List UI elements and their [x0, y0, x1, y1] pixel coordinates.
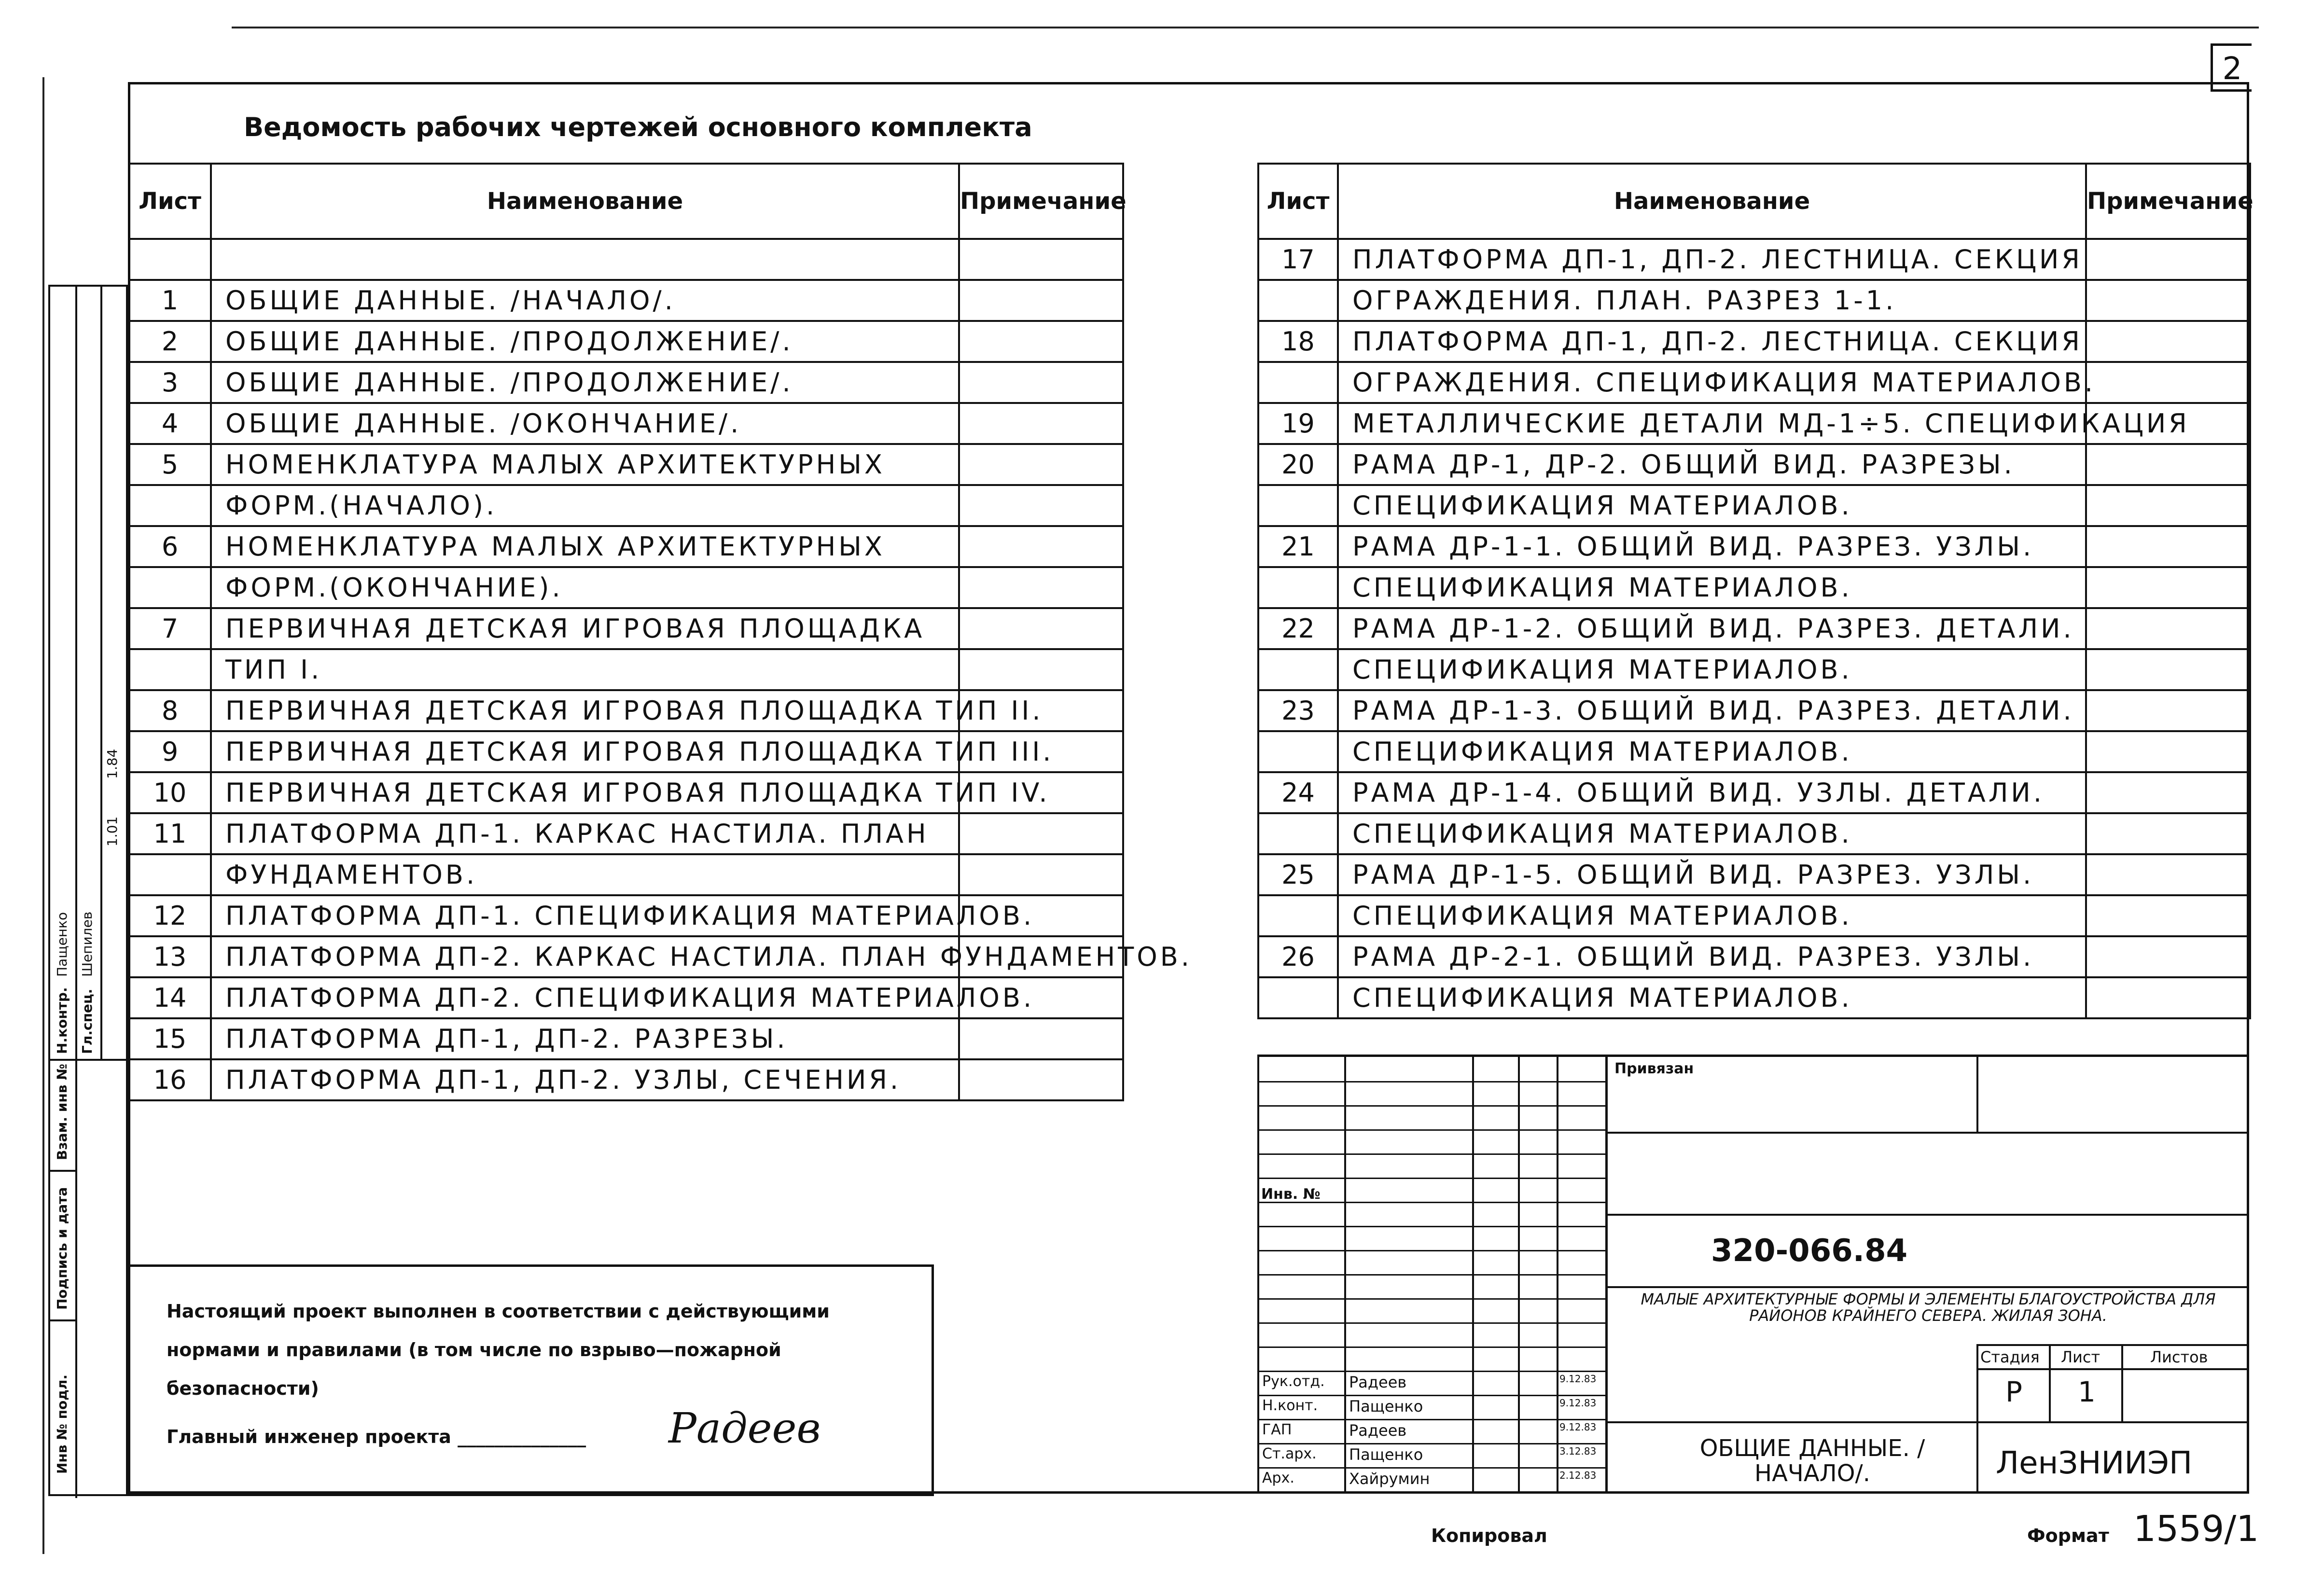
sheet-note-cell — [2086, 362, 2250, 403]
stamp-grid-line — [1257, 1322, 1607, 1324]
table-row — [129, 772, 1123, 813]
project-title: МАЛЫЕ АРХИТЕКТУРНЫЕ ФОРМЫ И ЭЛЕМЕНТЫ БЛАГОУСТРОЙСТВА ДЛЯ РАЙОНОВ КРАЙНЕГО СЕВЕРА. ЖИЛАЯ ЗОНА. — [1641, 1290, 2216, 1325]
sheet-name-cell: СПЕЦИФИКАЦИЯ МАТЕРИАЛОВ. — [1338, 731, 2086, 772]
sheet-name-cell: ПЕРВИЧНАЯ ДЕТСКАЯ ИГРОВАЯ ПЛОЩАДКА — [211, 608, 959, 649]
sheet-no-cell: 6 — [129, 526, 211, 567]
sheets-label: Листов — [2150, 1348, 2208, 1366]
sheet-no-cell: 16 — [129, 1059, 211, 1100]
sheet-no-cell — [129, 649, 211, 690]
stamp-date: 2.12.83 — [1559, 1470, 1597, 1481]
table-row — [129, 854, 1123, 895]
stamp-role: ГАП — [1262, 1421, 1292, 1438]
sheet-note-cell — [2086, 239, 2250, 280]
sheet-no-cell: 2 — [129, 321, 211, 362]
inv-no-label: Инв. № — [1261, 1186, 1321, 1203]
sheet-no-cell — [129, 567, 211, 608]
sheet-note-cell — [959, 649, 1123, 690]
sheet-no-cell — [1258, 895, 1338, 936]
stamp-grid-line — [1257, 1346, 1607, 1348]
note-line-1: Настоящий проект выполнен в соответствии с действующими — [167, 1301, 830, 1322]
table-row — [129, 977, 1123, 1018]
col-name-header: Наименование — [211, 164, 959, 239]
table-row — [129, 444, 1123, 485]
sheet-no-cell — [129, 239, 211, 280]
sheet-no-cell: 19 — [1258, 403, 1338, 444]
document-code: 320-066.84 — [1711, 1233, 1908, 1269]
margin-podpis: Подпись и дата — [54, 1187, 70, 1310]
sheet-note-cell — [2086, 895, 2250, 936]
stamp-grid-line — [1257, 1298, 1607, 1300]
table-row — [129, 731, 1123, 772]
sheet-no-cell: 20 — [1258, 444, 1338, 485]
stamp-person-name: Радеев — [1349, 1373, 1407, 1391]
sheet-name-cell: ПЛАТФОРМА ДП-1. СПЕЦИФИКАЦИЯ МАТЕРИАЛОВ. — [211, 895, 959, 936]
sheet-name-cell: ФОРМ.(НАЧАЛО). — [211, 485, 959, 526]
sheet-name-cell: СПЕЦИФИКАЦИЯ МАТЕРИАЛОВ. — [1338, 485, 2086, 526]
stamp-role: Рук.отд. — [1262, 1373, 1325, 1390]
margin-inv-podl: Инв № подл. — [54, 1374, 70, 1474]
table-row — [129, 813, 1123, 854]
stage-label: Стадия — [1980, 1348, 2040, 1366]
sheet-name-cell: МЕТАЛЛИЧЕСКИЕ ДЕТАЛИ МД-1÷5. СПЕЦИФИКАЦИЯ — [1338, 403, 2086, 444]
sheet-note-cell — [959, 362, 1123, 403]
table-row — [1258, 854, 2250, 895]
sheet-name-cell: ПЛАТФОРМА ДП-1, ДП-2. РАЗРЕЗЫ. — [211, 1018, 959, 1059]
sheet-name-cell: РАМА ДР-1-1. ОБЩИЙ ВИД. РАЗРЕЗ. УЗЛЫ. — [1338, 526, 2086, 567]
stamp-grid-line — [1257, 1443, 1607, 1444]
sheet-note-cell — [959, 1059, 1123, 1100]
sheet-no-cell: 7 — [129, 608, 211, 649]
sheet-title: ОБЩИЕ ДАННЫЕ. / НАЧАЛО/. — [1699, 1435, 1925, 1487]
sheet-name-cell: РАМА ДР-2-1. ОБЩИЙ ВИД. РАЗРЕЗ. УЗЛЫ. — [1338, 936, 2086, 977]
margin-date2: 1.84 — [104, 749, 120, 779]
sheet-no-cell — [1258, 731, 1338, 772]
stamp-grid-line — [1257, 1153, 1607, 1155]
compliance-note-box — [128, 1264, 934, 1496]
table-row — [129, 567, 1123, 608]
stamp-person-name: Пащенко — [1349, 1445, 1423, 1464]
sheet-name-cell: РАМА ДР-1-4. ОБЩИЙ ВИД. УЗЛЫ. ДЕТАЛИ. — [1338, 772, 2086, 813]
table-row — [129, 895, 1123, 936]
sheet-note-cell — [959, 239, 1123, 280]
sheet-no-cell: 5 — [129, 444, 211, 485]
table-row — [1258, 690, 2250, 731]
table-row — [129, 321, 1123, 362]
sheet-note-cell — [2086, 526, 2250, 567]
left-margin-strip — [48, 285, 128, 1496]
sheet-no-cell — [129, 854, 211, 895]
sheet-name-cell: ПЛАТФОРМА ДП-1, ДП-2. ЛЕСТНИЦА. СЕКЦИЯ — [1338, 239, 2086, 280]
sheet-name-cell: СПЕЦИФИКАЦИЯ МАТЕРИАЛОВ. — [1338, 895, 2086, 936]
sheet-name-cell: ПЕРВИЧНАЯ ДЕТСКАЯ ИГРОВАЯ ПЛОЩАДКА ТИП III. — [211, 731, 959, 772]
table-row — [129, 608, 1123, 649]
col-sheet-header: Лист — [1258, 164, 1338, 239]
stamp-date: 3.12.83 — [1559, 1445, 1597, 1457]
col-name-header: Наименование — [1338, 164, 2086, 239]
sheet-no-cell: 12 — [129, 895, 211, 936]
stamp-grid-line — [1257, 1081, 1607, 1083]
sheet-no-cell: 1 — [129, 280, 211, 321]
table-row — [1258, 895, 2250, 936]
table-row — [1258, 526, 2250, 567]
table-row — [1258, 567, 2250, 608]
stamp-date: 9.12.83 — [1559, 1421, 1597, 1433]
stage-value: Р — [2005, 1375, 2022, 1408]
sheet-note-cell — [2086, 936, 2250, 977]
sheet-no-cell: 10 — [129, 772, 211, 813]
sheet-note-cell — [2086, 690, 2250, 731]
privyazan-label: Привязан — [1614, 1060, 1694, 1077]
sheet-name-cell: ПЛАТФОРМА ДП-1, ДП-2. ЛЕСТНИЦА. СЕКЦИЯ — [1338, 321, 2086, 362]
sheet-note-cell — [959, 444, 1123, 485]
sheet-name-cell: ОБЩИЕ ДАННЫЕ. /НАЧАЛО/. — [211, 280, 959, 321]
sheet-note-cell — [2086, 321, 2250, 362]
col-note-header: Примечание — [959, 164, 1123, 239]
sheet-name-cell: ОГРАЖДЕНИЯ. СПЕЦИФИКАЦИЯ МАТЕРИАЛОВ. — [1338, 362, 2086, 403]
sheet-note-cell — [959, 813, 1123, 854]
sheet-name-cell: РАМА ДР-1-3. ОБЩИЙ ВИД. РАЗРЕЗ. ДЕТАЛИ. — [1338, 690, 2086, 731]
sheet-note-cell — [959, 1018, 1123, 1059]
table-row — [129, 690, 1123, 731]
sheet-note-cell — [959, 854, 1123, 895]
table-row — [1258, 936, 2250, 977]
sheet-no-cell: 22 — [1258, 608, 1338, 649]
sheet-no-cell — [1258, 280, 1338, 321]
sheet-no-cell: 24 — [1258, 772, 1338, 813]
sheet-name-cell: РАМА ДР-1-2. ОБЩИЙ ВИД. РАЗРЕЗ. ДЕТАЛИ. — [1338, 608, 2086, 649]
sheet-no-cell: 17 — [1258, 239, 1338, 280]
sheet-no-cell — [1258, 977, 1338, 1018]
note-line-2: нормами и правилами (в том числе по взрыво—пожарной — [167, 1339, 781, 1360]
footer-number: 1559/1 — [2133, 1508, 2259, 1550]
sheet-note-cell — [959, 403, 1123, 444]
sheet-no-cell: 25 — [1258, 854, 1338, 895]
table-row — [1258, 608, 2250, 649]
table-row — [1258, 239, 2250, 280]
sheet-name-cell: СПЕЦИФИКАЦИЯ МАТЕРИАЛОВ. — [1338, 567, 2086, 608]
sheet-no-cell: 15 — [129, 1018, 211, 1059]
table-row — [1258, 813, 2250, 854]
table-row — [129, 526, 1123, 567]
margin-vzam: Взам. инв № — [54, 1064, 70, 1160]
sheet-name-cell: ПЕРВИЧНАЯ ДЕТСКАЯ ИГРОВАЯ ПЛОЩАДКА ТИП IV. — [211, 772, 959, 813]
sheet-no-cell: 26 — [1258, 936, 1338, 977]
sheet-name-cell: СПЕЦИФИКАЦИЯ МАТЕРИАЛОВ. — [1338, 813, 2086, 854]
stamp-grid-line — [1257, 1129, 1607, 1131]
top-trim-line — [232, 27, 2259, 28]
sheet-no-cell — [1258, 813, 1338, 854]
sheet-note-cell — [959, 526, 1123, 567]
sheet-name-cell: ПЕРВИЧНАЯ ДЕТСКАЯ ИГРОВАЯ ПЛОЩАДКА ТИП II. — [211, 690, 959, 731]
page-title: Ведомость рабочих чертежей основного комплекта — [244, 112, 1032, 142]
margin-name1: Пащенко — [54, 912, 70, 977]
sheet-name-cell: ФОРМ.(ОКОНЧАНИЕ). — [211, 567, 959, 608]
sheet-note-cell — [2086, 567, 2250, 608]
table-row — [1258, 321, 2250, 362]
sheet-note-cell — [959, 567, 1123, 608]
sheet-no-cell: 11 — [129, 813, 211, 854]
margin-name2: Шепилев — [79, 911, 95, 977]
sheet-name-cell: СПЕЦИФИКАЦИЯ МАТЕРИАЛОВ. — [1338, 649, 2086, 690]
margin-gl-spec: Гл.спец. — [79, 988, 95, 1054]
sheet-note-cell — [2086, 649, 2250, 690]
sheet-number: 2 — [2222, 51, 2242, 87]
table-row — [1258, 772, 2250, 813]
sheet-no-cell: 9 — [129, 731, 211, 772]
margin-n-kontr: Н.контр. — [54, 987, 70, 1054]
stamp-date: 9.12.83 — [1559, 1397, 1597, 1409]
sheet-no-cell: 18 — [1258, 321, 1338, 362]
engineer-signature: Радеев — [668, 1404, 821, 1453]
engineer-label: Главный инженер проекта ______________ — [167, 1426, 586, 1447]
sheet-no-cell — [1258, 649, 1338, 690]
sheet-no-cell — [1258, 567, 1338, 608]
stamp-grid-line — [1257, 1178, 1607, 1179]
sheet-note-cell — [2086, 813, 2250, 854]
sheet-no-cell — [1258, 362, 1338, 403]
sheet-no-cell: 14 — [129, 977, 211, 1018]
sheet-name-cell: СПЕЦИФИКАЦИЯ МАТЕРИАЛОВ. — [1338, 977, 2086, 1018]
col-sheet-header: Лист — [129, 164, 211, 239]
stamp-person-name: Пащенко — [1349, 1397, 1423, 1416]
table-row — [129, 362, 1123, 403]
table-row — [129, 280, 1123, 321]
sheet-name-cell: РАМА ДР-1, ДР-2. ОБЩИЙ ВИД. РАЗРЕЗЫ. — [1338, 444, 2086, 485]
sheet-name-cell: НОМЕНКЛАТУРА МАЛЫХ АРХИТЕКТУРНЫХ — [211, 444, 959, 485]
sheet-name-cell: ОБЩИЕ ДАННЫЕ. /ПРОДОЛЖЕНИЕ/. — [211, 362, 959, 403]
sheet-name-cell: НОМЕНКЛАТУРА МАЛЫХ АРХИТЕКТУРНЫХ — [211, 526, 959, 567]
stamp-person-name: Хайрумин — [1349, 1470, 1430, 1488]
table-row — [1258, 403, 2250, 444]
sheet-name-cell: ОГРАЖДЕНИЯ. ПЛАН. РАЗРЕЗ 1-1. — [1338, 280, 2086, 321]
sheet-name-cell: ФУНДАМЕНТОВ. — [211, 854, 959, 895]
stamp-grid-line — [1257, 1274, 1607, 1276]
sheet-no-cell — [1258, 485, 1338, 526]
stamp-role: Ст.арх. — [1262, 1445, 1317, 1462]
margin-date1: 1.01 — [104, 816, 120, 847]
sheet-note-cell — [2086, 280, 2250, 321]
sheet-name-cell: ПЛАТФОРМА ДП-2. КАРКАС НАСТИЛА. ПЛАН ФУНДАМЕНТОВ. — [211, 936, 959, 977]
table-row — [129, 403, 1123, 444]
sheet-name-cell: ПЛАТФОРМА ДП-2. СПЕЦИФИКАЦИЯ МАТЕРИАЛОВ. — [211, 977, 959, 1018]
table-row — [129, 239, 1123, 280]
right-sheet-table — [1257, 163, 2251, 1019]
sheet-no-cell: 8 — [129, 690, 211, 731]
stamp-grid-line — [1257, 1467, 1607, 1469]
sheet-note-cell — [2086, 731, 2250, 772]
sheet-note-cell — [959, 608, 1123, 649]
table-row — [1258, 731, 2250, 772]
stamp-date: 9.12.83 — [1559, 1373, 1597, 1385]
table-row — [1258, 280, 2250, 321]
sheet-name-cell: ПЛАТФОРМА ДП-1. КАРКАС НАСТИЛА. ПЛАН — [211, 813, 959, 854]
sheet-note-cell — [2086, 485, 2250, 526]
sheet-name-cell: ОБЩИЕ ДАННЫЕ. /ОКОНЧАНИЕ/. — [211, 403, 959, 444]
stamp-role: Арх. — [1262, 1470, 1294, 1486]
sheet-note-cell — [2086, 608, 2250, 649]
table-row — [129, 485, 1123, 526]
sheet-note-cell — [2086, 772, 2250, 813]
table-row — [129, 1018, 1123, 1059]
footer-copied: Копировал — [1431, 1525, 1547, 1546]
table-row — [129, 1059, 1123, 1100]
sheet-note-cell — [2086, 977, 2250, 1018]
stamp-grid-line — [1257, 1395, 1607, 1396]
sheet-name-cell: РАМА ДР-1-5. ОБЩИЙ ВИД. РАЗРЕЗ. УЗЛЫ. — [1338, 854, 2086, 895]
table-row — [1258, 485, 2250, 526]
stamp-grid-line — [1257, 1250, 1607, 1251]
sheet-no-cell: 21 — [1258, 526, 1338, 567]
sheet-note-cell — [959, 280, 1123, 321]
table-row — [1258, 444, 2250, 485]
stamp-person-name: Радеев — [1349, 1421, 1407, 1440]
sheet-note-cell — [2086, 444, 2250, 485]
stamp-grid-line — [1257, 1419, 1607, 1420]
left-sheet-table — [128, 163, 1192, 1101]
stamp-grid-line — [1257, 1226, 1607, 1227]
footer-format: Формат — [2027, 1525, 2109, 1546]
sheet-no-cell: 13 — [129, 936, 211, 977]
left-trim-line — [42, 77, 44, 1554]
sheet-name-cell: ОБЩИЕ ДАННЫЕ. /ПРОДОЛЖЕНИЕ/. — [211, 321, 959, 362]
stamp-grid-line — [1257, 1371, 1607, 1372]
sheet-label: Лист — [2061, 1348, 2100, 1366]
stamp-role: Н.конт. — [1262, 1397, 1318, 1414]
sheet-name-cell: ПЛАТФОРМА ДП-1, ДП-2. УЗЛЫ, СЕЧЕНИЯ. — [211, 1059, 959, 1100]
sheet-value: 1 — [2078, 1375, 2096, 1408]
table-row — [1258, 362, 2250, 403]
sheet-note-cell — [959, 485, 1123, 526]
title-block — [1257, 1055, 2249, 1494]
sheet-note-cell — [959, 321, 1123, 362]
table-row — [1258, 977, 2250, 1018]
sheet-no-cell: 23 — [1258, 690, 1338, 731]
col-note-header: Примечание — [2086, 164, 2250, 239]
organization: ЛенЗНИИЭП — [1996, 1445, 2193, 1481]
sheet-note-cell — [2086, 854, 2250, 895]
table-row — [1258, 649, 2250, 690]
table-row — [129, 936, 1123, 977]
table-row — [129, 649, 1123, 690]
sheet-no-cell — [129, 485, 211, 526]
sheet-name-cell: ТИП I. — [211, 649, 959, 690]
sheet-no-cell: 4 — [129, 403, 211, 444]
sheet-no-cell: 3 — [129, 362, 211, 403]
stamp-grid-line — [1257, 1105, 1607, 1107]
sheet-name-cell — [211, 239, 959, 280]
note-line-3: безопасности) — [167, 1378, 319, 1399]
